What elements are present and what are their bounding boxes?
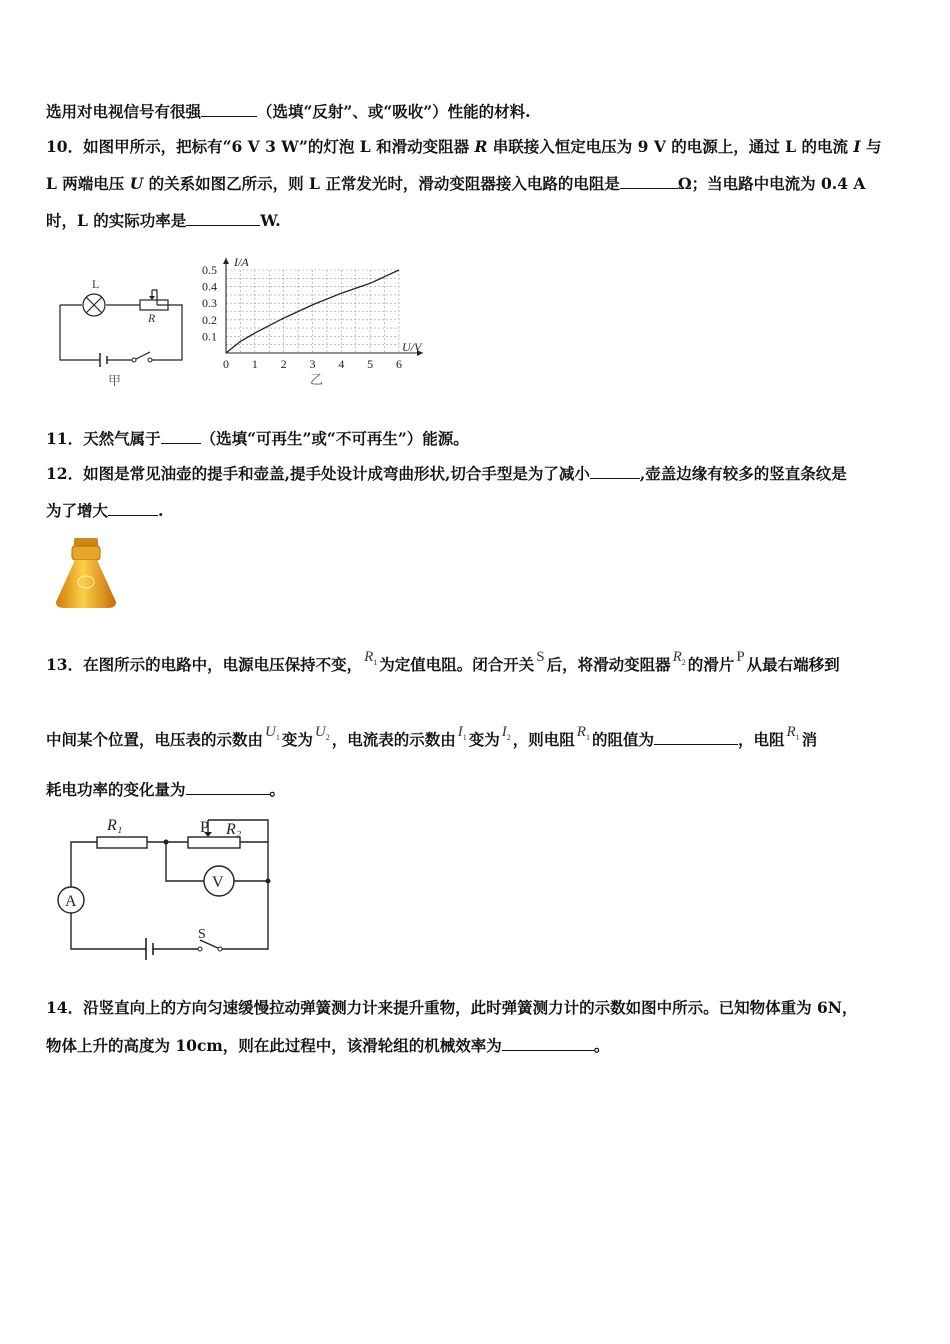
voltmeter-label: V xyxy=(212,874,224,891)
chart-caption: 乙 xyxy=(310,372,324,387)
y-tick-label: 0.4 xyxy=(202,279,217,294)
y-tick-label: 0.2 xyxy=(202,312,217,327)
y-axis-label: I/A xyxy=(234,255,249,269)
y-axis-arrow-icon xyxy=(223,258,229,264)
figure-caption: 甲 xyxy=(108,373,122,388)
chart-ticks xyxy=(202,263,402,371)
y-tick-label: 0.5 xyxy=(202,263,217,277)
answer-blank[interactable] xyxy=(620,174,678,189)
answer-blank[interactable] xyxy=(108,501,158,516)
switch-label: S xyxy=(198,927,206,942)
answer-blank[interactable] xyxy=(186,780,270,795)
answer-blank[interactable] xyxy=(590,464,640,479)
q14-line-1: 14．沿竖直向上的方向匀速缓慢拉动弹簧测力计来提升重物，此时弹簧测力计的示数如图中所示。已知物体重为 6N， xyxy=(46,998,858,1017)
answer-blank[interactable] xyxy=(201,102,257,117)
lamp-label: L xyxy=(92,277,100,291)
x-tick-label: 6 xyxy=(396,357,402,371)
oil-bottle-image xyxy=(50,536,122,612)
circuit-diagram-q13 xyxy=(50,812,290,972)
iu-chart xyxy=(198,250,438,390)
q13-line-2: 中间某个位置，电压表的示数由 $U_1$ 变为 $U_2$ ，电流表的示数由 $I_1$ 变为 $I_2$ ，则电阻 $R_1$ 的阻值为 ，电阻 $R_1$ 消 xyxy=(46,724,818,749)
x-axis-label: U/V xyxy=(402,340,422,354)
q9-line: 选用对电视信号有很强 （选填“反射”、或“吸收”）性能的材料. xyxy=(46,102,531,121)
rheostat-r2-icon xyxy=(188,837,240,848)
q13-line-3: 耗电功率的变化量为 。 xyxy=(46,780,286,799)
resistor-r1-icon xyxy=(97,837,147,848)
answer-blank[interactable] xyxy=(161,429,201,444)
answer-blank[interactable] xyxy=(654,730,738,745)
switch-blade xyxy=(134,352,150,360)
q11-line: 11．天然气属于 （选填“可再生”或“不可再生”）能源。 xyxy=(46,429,469,448)
x-tick-label: 0 xyxy=(223,357,229,371)
x-tick-label: 2 xyxy=(280,357,287,371)
q10-line-2: L 两端电压 U 的关系如图乙所示，则 L 正常发光时，滑动变阻器接入电路的电阻是 Ω；当电路中电流为 0.4 A xyxy=(46,174,866,193)
x-tick-label: 4 xyxy=(338,357,345,371)
q10-line-3: 时，L 的实际功率是 W. xyxy=(46,211,281,230)
q12-line-1: 12．如图是常见油壶的提手和壶盖,提手处设计成弯曲形状,切合手型是为了减小 ,壶盖边缘有较多的竖直条纹是 xyxy=(46,464,847,483)
wire xyxy=(60,305,100,360)
q12-line-2: 为了增大 . xyxy=(46,501,164,520)
slider-arrow-icon xyxy=(149,296,155,300)
ammeter-label: A xyxy=(65,893,77,910)
q14-line-2: 物体上升的高度为 10cm，则在此过程中，该滑轮组的机械效率为 。 xyxy=(46,1036,610,1055)
y-tick-label: 0.1 xyxy=(202,329,217,344)
p-label: P xyxy=(200,819,209,836)
y-tick-label: 0.3 xyxy=(202,296,217,311)
rheostat-label: R xyxy=(148,311,156,325)
circuit-diagram-jia xyxy=(52,270,192,390)
answer-blank[interactable] xyxy=(502,1036,594,1051)
q10-line-1: 10．如图甲所示，把标有“6 V 3 W”的灯泡 L 和滑动变阻器 R 串联接入恒定电压为 9 V 的电源上，通过 L 的电流 I 与 xyxy=(46,137,882,156)
x-tick-label: 5 xyxy=(367,357,374,371)
x-tick-label: 1 xyxy=(251,357,258,371)
x-tick-label: 3 xyxy=(309,357,316,371)
r2-label: R₂ xyxy=(226,821,242,838)
q13-line-1: 13．在图所示的电路中，电源电压保持不变， $R_1$ 为定值电阻。闭合开关 S 后，将滑动变阻器 $R_2$ 的滑片 P 从最右端移到 xyxy=(46,649,840,674)
r1-label: R₁ xyxy=(107,817,123,834)
answer-blank[interactable] xyxy=(186,211,260,226)
